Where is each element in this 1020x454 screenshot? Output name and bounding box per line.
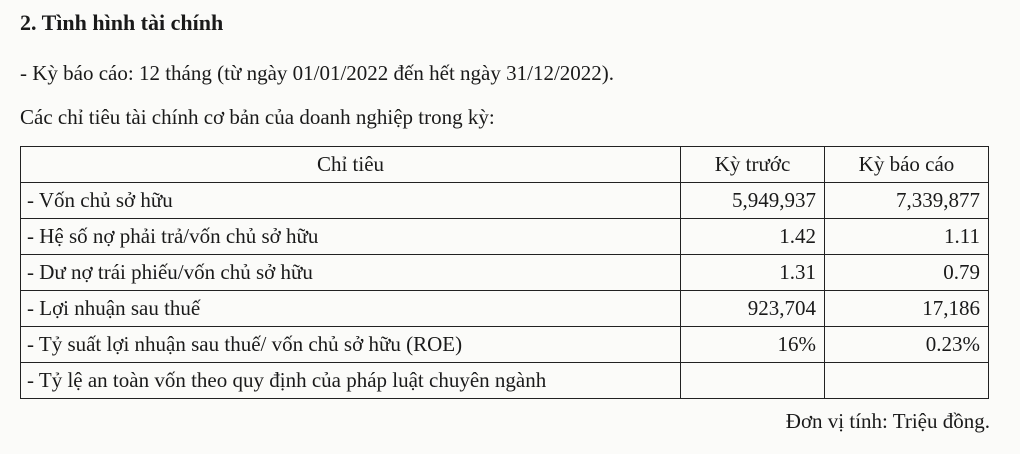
row-previous-value: 5,949,937 bbox=[681, 183, 825, 219]
table-row bbox=[21, 219, 989, 255]
row-current-value: 17,186 bbox=[825, 291, 989, 327]
table-row bbox=[21, 183, 989, 219]
header-indicator: Chỉ tiêu bbox=[21, 147, 681, 183]
row-previous-value: 1.42 bbox=[681, 219, 825, 255]
header-previous-period: Kỳ trước bbox=[681, 147, 825, 183]
header-current-period: Kỳ báo cáo bbox=[825, 147, 989, 183]
row-current-value: 0.79 bbox=[825, 255, 989, 291]
row-label: - Tỷ suất lợi nhuận sau thuế/ vốn chủ sở hữu (ROE) bbox=[21, 327, 681, 363]
row-label: - Lợi nhuận sau thuế bbox=[21, 291, 681, 327]
intro-text: Các chỉ tiêu tài chính cơ bản của doanh nghiệp trong kỳ: bbox=[20, 105, 495, 129]
financial-indicators-table bbox=[20, 146, 989, 399]
row-label: - Tỷ lệ an toàn vốn theo quy định của pháp luật chuyên ngành bbox=[21, 363, 681, 399]
row-label: - Hệ số nợ phải trả/vốn chủ sở hữu bbox=[21, 219, 681, 255]
row-previous-value: 16% bbox=[681, 327, 825, 363]
section-title: 2. Tình hình tài chính bbox=[20, 10, 224, 35]
row-current-value: 0.23% bbox=[825, 327, 989, 363]
row-previous-value: 923,704 bbox=[681, 291, 825, 327]
table-row bbox=[21, 255, 989, 291]
row-current-value: 1.11 bbox=[825, 219, 989, 255]
table-row bbox=[21, 363, 989, 399]
table-header-row bbox=[21, 147, 989, 183]
row-previous-value: 1.31 bbox=[681, 255, 825, 291]
row-current-value: 7,339,877 bbox=[825, 183, 989, 219]
row-label: - Dư nợ trái phiếu/vốn chủ sở hữu bbox=[21, 255, 681, 291]
table-row bbox=[21, 291, 989, 327]
row-current-value bbox=[825, 363, 989, 399]
row-label: - Vốn chủ sở hữu bbox=[21, 183, 681, 219]
unit-note: Đơn vị tính: Triệu đồng. bbox=[785, 409, 990, 433]
reporting-period: - Kỳ báo cáo: 12 tháng (từ ngày 01/01/2022 đến hết ngày 31/12/2022). bbox=[20, 61, 615, 85]
table-row bbox=[21, 327, 989, 363]
row-previous-value bbox=[681, 363, 825, 399]
